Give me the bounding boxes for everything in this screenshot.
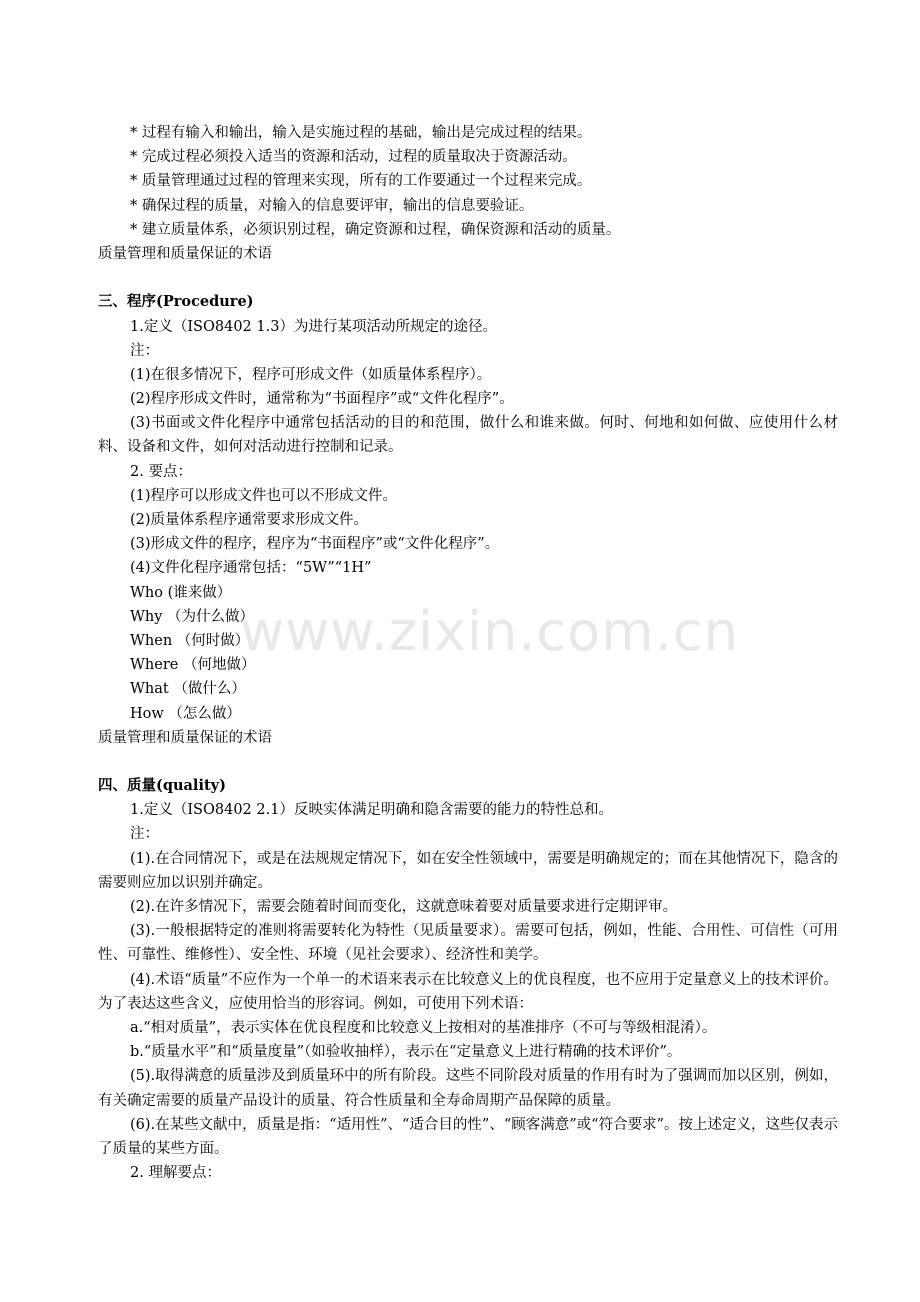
section-heading: 四、质量(quality) — [98, 777, 226, 795]
point-item: (4)文件化程序通常包括：“5W”“1H” — [130, 560, 372, 577]
note-item: (4).术语“质量”不应作为一个单一的术语来表示在比较意义上的优良程度，也不应用于定量意义上的技术评价。为了表达这些含义，应使用恰当的形容词。例如，可使用下列术语： — [98, 971, 838, 1012]
wh-item: How （怎么做） — [130, 705, 241, 722]
point-item: (1)程序可以形成文件也可以不形成文件。 — [130, 487, 398, 504]
wh-item: When （何时做） — [130, 632, 250, 649]
running-title: 质量管理和质量保证的术语 — [98, 245, 272, 262]
point-item: (3)形成文件的程序，程序为“书面程序”或“文件化程序”。 — [130, 536, 500, 553]
spacer — [98, 750, 838, 774]
bullet-item: * 完成过程必须投入适当的资源和活动，过程的质量取决于资源活动。 — [130, 149, 577, 166]
bullet-item: * 质量管理通过过程的管理来实现，所有的工作要通过一个过程来完成。 — [130, 173, 592, 190]
wh-item: What （做什么） — [130, 681, 246, 698]
note-item: (5).取得满意的质量涉及到质量环中的所有阶段。这些不同阶段对质量的作用有时为了强调而加以区别，例如，有关确定需要的质量产品设计的质量、符合性质量和全寿命周期产品保障的质量。 — [98, 1068, 838, 1109]
note-item: (1).在合同情况下，或是在法规规定情况下，如在安全性领域中，需要是明确规定的；而在其他情况下，隐含的需要则应加以识别并确定。 — [98, 850, 838, 891]
note-item: (6).在某些文献中，质量是指：“适用性”、“适合目的性”、“顾客满意”或“符合要求”。按上述定义，这些仅表示了质量的某些方面。 — [98, 1116, 838, 1158]
note-item: (2).在许多情况下，需要会随着时间而变化，这就意味着要对质量要求进行定期评审。 — [130, 899, 678, 916]
definition: 1.定义（ISO8402 2.1）反映实体满足明确和隐含需要的能力的特性总和。 — [130, 802, 613, 819]
document-page — [98, 121, 838, 1185]
bullet-item: * 确保过程的质量，对输入的信息要评审，输出的信息要验证。 — [130, 197, 534, 214]
wh-item: Where （何地做） — [130, 657, 256, 674]
definition: 1.定义（ISO8402 1.3）为进行某项活动所规定的途径。 — [130, 318, 497, 335]
note-item: (3).一般根据特定的准则将需要转化为特性（见质量要求）。需要可包括，例如，性能、合用性、可信性（可用性、可靠性、维修性）、安全性、环境（见社会要求）、经济性和美学。 — [98, 923, 838, 964]
points-label: 2. 要点： — [130, 463, 192, 480]
note-item: (1)在很多情况下，程序可形成文件（如质量体系程序）。 — [130, 366, 492, 383]
note-item: a.“相对质量”，表示实体在优良程度和比较意义上按相对的基准排序（不可与等级相混淆）。 — [130, 1020, 717, 1037]
note-item: (3)书面或文件化程序中通常包括活动的目的和范围，做什么和谁来做。何时、何地和如何做、应使用什么材料、设备和文件，如何对活动进行控制和记录。 — [98, 415, 838, 456]
note-item: b.“质量水平”和“质量度量”（如验收抽样），表示在“定量意义上进行精确的技术评价”。 — [130, 1044, 682, 1061]
wh-item: Who (谁来做） — [130, 584, 232, 601]
wh-item: Why （为什么做） — [130, 608, 255, 625]
running-title: 质量管理和质量保证的术语 — [98, 729, 272, 746]
note-label: 注： — [130, 342, 159, 359]
point-item: (2)质量体系程序通常要求形成文件。 — [130, 512, 369, 529]
points-label: 2. 理解要点： — [130, 1165, 221, 1182]
bullet-item: * 建立质量体系，必须识别过程，确定资源和过程，确保资源和活动的质量。 — [130, 221, 621, 238]
spacer — [98, 266, 838, 290]
note-label: 注： — [130, 826, 159, 843]
note-item: (2)程序形成文件时，通常称为“书面程序”或“文件化程序”。 — [130, 391, 514, 408]
bullet-item: * 过程有输入和输出，输入是实施过程的基础，输出是完成过程的结果。 — [130, 125, 592, 141]
section-heading: 三、程序(Procedure) — [98, 293, 254, 311]
watermark: www.zixin.com.cn — [240, 600, 739, 663]
